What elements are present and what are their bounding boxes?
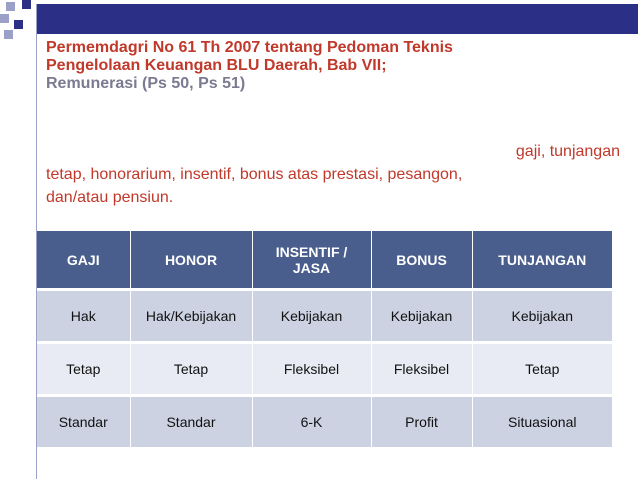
title-line-2: Pengelolaan Keuangan BLU Daerah, Bab VII; [46, 57, 387, 74]
header-bar [36, 4, 638, 34]
table-cell: Kebijakan [371, 290, 472, 343]
table-cell: Tetap [130, 343, 252, 396]
title-line-3: Remunerasi (Ps 50, Ps 51) [46, 75, 246, 92]
table-cell: Tetap [472, 343, 612, 396]
table-cell: 6-K [252, 396, 371, 448]
table-cell: Fleksibel [252, 343, 371, 396]
table-cell: Hak [37, 290, 130, 343]
table-cell: Kebijakan [472, 290, 612, 343]
table-row [37, 343, 612, 396]
table-row [37, 396, 612, 448]
table-cell: Fleksibel [371, 343, 472, 396]
square-shape [14, 20, 23, 29]
table-cell: Standar [37, 396, 130, 448]
remuneration-table [37, 231, 612, 447]
header-cell-honor: HONOR [130, 231, 252, 290]
table-row [37, 290, 612, 343]
header-cell-gaji: GAJI [37, 231, 130, 290]
table-header-row [37, 231, 612, 290]
square-shape [0, 14, 9, 23]
title-line-1: Permemdagri No 61 Th 2007 tentang Pedoman Teknis [46, 39, 453, 56]
square-shape [6, 2, 15, 11]
table-cell: Kebijakan [252, 290, 371, 343]
slide-title [46, 39, 626, 93]
header-cell-tunjangan: TUNJANGAN [472, 231, 612, 290]
table-cell: Situasional [472, 396, 612, 448]
table-cell: Hak/Kebijakan [130, 290, 252, 343]
header-cell-bonus: BONUS [371, 231, 472, 290]
body-line-3: dan/atau pensiun. [46, 189, 174, 206]
square-shape [22, 0, 31, 9]
body-paragraph [46, 140, 620, 209]
square-shape [4, 30, 13, 39]
body-line-2: tetap, honorarium, insentif, bonus atas prestasi, pesangon, [46, 166, 463, 183]
header-cell-insentif: INSENTIF / JASA [252, 231, 371, 290]
body-line-1: gaji, tunjangan [515, 143, 620, 160]
table-cell: Standar [130, 396, 252, 448]
table-cell: Profit [371, 396, 472, 448]
table-cell: Tetap [37, 343, 130, 396]
